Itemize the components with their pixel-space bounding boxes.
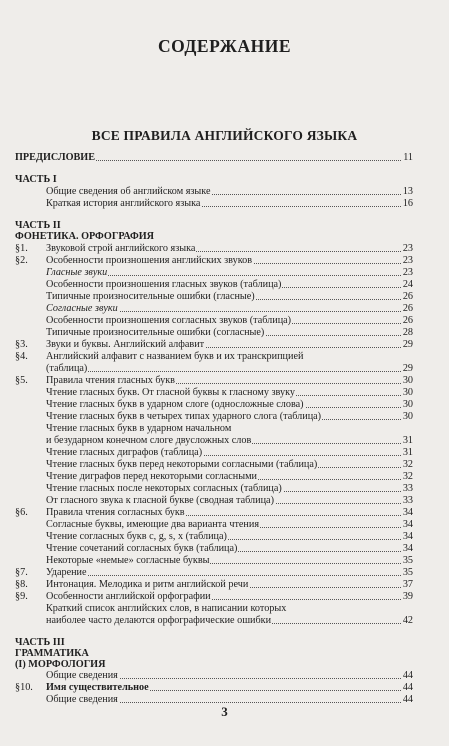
toc-entry-page: 29 bbox=[402, 363, 413, 374]
toc-entry bbox=[0, 375, 449, 387]
toc-entry-page: 28 bbox=[402, 327, 413, 338]
page-number: 3 bbox=[221, 704, 228, 719]
toc-entry-title: От гласного звука к гласной букве (сводная таблица) bbox=[46, 495, 274, 506]
toc-entry-title: Типичные произносительные ошибки (согласные) bbox=[46, 327, 265, 338]
toc-entry-title: и безударном конечном слоге двусложных слов bbox=[46, 435, 252, 446]
toc-entry bbox=[0, 363, 449, 375]
toc-entry-page: 16 bbox=[402, 198, 413, 209]
toc-entry-number: §6. bbox=[15, 507, 28, 518]
toc-entry bbox=[0, 267, 449, 279]
toc-entry-title: Чтение гласных букв в четырех типах ударного слога (таблица) bbox=[46, 411, 322, 422]
toc-entry-title: Чтение диграфов перед некоторыми согласными bbox=[46, 471, 257, 482]
toc-entry-page: 30 bbox=[402, 399, 413, 410]
toc-entry-number: §2. bbox=[15, 255, 28, 266]
toc-entry-title: Интонация. Мелодика и ритм английской речи bbox=[46, 579, 249, 590]
toc-entry bbox=[0, 399, 449, 411]
toc-entry-title: Гласные звуки bbox=[46, 267, 108, 278]
toc-entry-page: 35 bbox=[402, 555, 413, 566]
toc-entry-page: 26 bbox=[402, 303, 413, 314]
toc-entry-page: 34 bbox=[402, 507, 413, 518]
toc-entry bbox=[0, 303, 449, 315]
toc-leader-dots bbox=[46, 575, 409, 576]
toc-entry-page: 39 bbox=[402, 591, 413, 602]
toc-entry bbox=[0, 603, 449, 615]
toc-entry-title: Чтение гласных букв в ударном начальном bbox=[46, 423, 232, 434]
toc-entry-title: Типичные произносительные ошибки (гласные) bbox=[46, 291, 255, 302]
toc-entry bbox=[0, 152, 449, 164]
toc-entry-title: (таблица) bbox=[46, 363, 88, 374]
toc-entry-title: Чтение гласных букв. От гласной буквы к гласному звуку bbox=[46, 387, 295, 398]
toc-entry bbox=[0, 186, 449, 198]
toc-entry-page: 30 bbox=[402, 375, 413, 386]
toc-entry-page: 11 bbox=[403, 152, 413, 163]
toc-entry-page: 37 bbox=[402, 579, 413, 590]
toc-entry-title: наиболее часто делаются орфографические ошибки bbox=[46, 615, 272, 626]
toc-entry-page: 34 bbox=[402, 543, 413, 554]
toc-entry-number: §8. bbox=[15, 579, 28, 590]
toc-entry-page: 33 bbox=[402, 495, 413, 506]
toc-entry-title: Имя существительное bbox=[46, 682, 149, 693]
toc-entry-title: ЧАСТЬ I bbox=[15, 174, 57, 185]
toc-entry-title: Общие сведения об английском языке bbox=[46, 186, 211, 197]
toc-entry bbox=[0, 174, 449, 186]
toc-entry bbox=[0, 243, 449, 255]
toc-leader-dots bbox=[46, 371, 409, 372]
toc-entry bbox=[0, 519, 449, 531]
toc-entry bbox=[0, 483, 449, 495]
toc-entry bbox=[0, 423, 449, 435]
toc-entry-page: 32 bbox=[402, 471, 413, 482]
toc-entry-page: 44 bbox=[402, 682, 413, 693]
toc-entry-page: 13 bbox=[402, 186, 413, 197]
book-subtitle: ВСЕ ПРАВИЛА АНГЛИЙСКОГО ЯЗЫКА bbox=[91, 128, 358, 143]
toc-entry-title: Общие сведения bbox=[46, 694, 118, 705]
toc-entry bbox=[0, 291, 449, 303]
toc-entry-title: Особенности произношения гласных звуков (таблица) bbox=[46, 279, 282, 290]
toc-entry-title: Согласные буквы, имеющие два варианта чтения bbox=[46, 519, 260, 530]
toc-entry bbox=[0, 327, 449, 339]
toc-entry-title: Согласные звуки bbox=[46, 303, 118, 314]
toc-entry-page: 23 bbox=[402, 267, 413, 278]
toc-entry bbox=[0, 579, 449, 591]
toc-entry bbox=[0, 255, 449, 267]
toc-entry-page: 30 bbox=[402, 411, 413, 422]
toc-entry bbox=[0, 555, 449, 567]
toc-entry bbox=[0, 682, 449, 694]
toc-entry-title: Чтение гласных после некоторых согласных (таблица) bbox=[46, 483, 282, 494]
toc-entry-page: 32 bbox=[402, 459, 413, 470]
toc-entry-page: 35 bbox=[402, 567, 413, 578]
toc-entry-title: (I) МОРФОЛОГИЯ bbox=[15, 659, 106, 670]
page-title: СОДЕРЖАНИЕ bbox=[157, 36, 291, 56]
toc-entry-page: 31 bbox=[402, 447, 413, 458]
toc-entry bbox=[0, 447, 449, 459]
toc-entry-title: Чтение согласных букв c, g, s, x (таблица) bbox=[46, 531, 227, 542]
toc-entry-title: Особенности произношения согласных звуков (таблица) bbox=[46, 315, 292, 326]
toc-entry bbox=[0, 615, 449, 627]
toc-entry-number: §1. bbox=[15, 243, 28, 254]
toc-entry-title: Чтение гласных букв перед некоторыми согласными (таблица) bbox=[46, 459, 318, 470]
toc-entry-page: 23 bbox=[402, 243, 413, 254]
toc-entry bbox=[0, 198, 449, 210]
toc-entry-title: Особенности произношения английских звуков bbox=[46, 255, 253, 266]
toc-entry bbox=[0, 351, 449, 363]
toc-entry-title: ЧАСТЬ III bbox=[15, 637, 65, 648]
toc-entry-number: §5. bbox=[15, 375, 28, 386]
toc-entry-page: 34 bbox=[402, 519, 413, 530]
toc-entry-title: Звуки и буквы. Английский алфавит bbox=[46, 339, 205, 350]
toc-entry-page: 44 bbox=[402, 670, 413, 681]
toc-entry bbox=[0, 387, 449, 399]
toc-entry-title: Краткая история английского языка bbox=[46, 198, 201, 209]
toc-entry-page: 29 bbox=[402, 339, 413, 350]
toc-entry bbox=[0, 459, 449, 471]
toc-entry-page: 33 bbox=[402, 483, 413, 494]
toc-entry-page: 24 bbox=[402, 279, 413, 290]
toc-entry bbox=[0, 507, 449, 519]
toc-entry bbox=[0, 591, 449, 603]
toc-entry-title: Чтение гласных букв в ударном слоге (односложные слова) bbox=[46, 399, 304, 410]
toc-entry bbox=[0, 567, 449, 579]
toc-entry-title: ФОНЕТИКА. ОРФОГРАФИЯ bbox=[15, 231, 154, 242]
toc-entry-title: Чтение гласных диграфов (таблица) bbox=[46, 447, 203, 458]
toc-entry-number: §3. bbox=[15, 339, 28, 350]
toc-entry-number: §9. bbox=[15, 591, 28, 602]
toc-entry-title: Ударение bbox=[46, 567, 87, 578]
toc-entry-title: Правила чтения согласных букв bbox=[46, 507, 185, 518]
toc-entry bbox=[0, 471, 449, 483]
toc-entry-number: §10. bbox=[15, 682, 33, 693]
toc-entry bbox=[0, 531, 449, 543]
toc-entry bbox=[0, 231, 449, 243]
toc-entry-number: §4. bbox=[15, 351, 28, 362]
toc-entry bbox=[0, 495, 449, 507]
toc-entry-page: 44 bbox=[402, 694, 413, 705]
toc-entry bbox=[0, 339, 449, 351]
toc-entry-title: ГРАММАТИКА bbox=[15, 648, 89, 659]
toc-entry-title: Общие сведения bbox=[46, 670, 118, 681]
toc-entry bbox=[0, 435, 449, 447]
toc-entry-title: ПРЕДИСЛОВИЕ bbox=[15, 152, 96, 163]
toc-entry-title: Английский алфавит с названием букв и их транскрипцией bbox=[46, 351, 304, 362]
toc-entry bbox=[0, 670, 449, 682]
toc-entry-title: Звуковой строй английского языка bbox=[46, 243, 196, 254]
toc-entry bbox=[0, 279, 449, 291]
toc-entry-page: 34 bbox=[402, 531, 413, 542]
toc-entry-title: ЧАСТЬ II bbox=[15, 220, 61, 231]
toc-entry bbox=[0, 543, 449, 555]
toc-entry-page: 26 bbox=[402, 291, 413, 302]
toc-entry bbox=[0, 411, 449, 423]
toc-entry-page: 26 bbox=[402, 315, 413, 326]
toc-entry-page: 23 bbox=[402, 255, 413, 266]
toc-entry-title: Некоторые «немые» согласные буквы bbox=[46, 555, 210, 566]
toc-entry-title: Правила чтения гласных букв bbox=[46, 375, 175, 386]
toc-entry-title: Чтение сочетаний согласных букв (таблица) bbox=[46, 543, 238, 554]
toc-entry-page: 31 bbox=[402, 435, 413, 446]
toc-entry-page: 30 bbox=[402, 387, 413, 398]
toc-entry bbox=[0, 315, 449, 327]
toc-entry-page: 42 bbox=[402, 615, 413, 626]
toc-entry-title: Краткий список английских слов, в написании которых bbox=[46, 603, 287, 614]
toc-entry-number: §7. bbox=[15, 567, 28, 578]
toc-entry-title: Особенности английской орфографии bbox=[46, 591, 211, 602]
